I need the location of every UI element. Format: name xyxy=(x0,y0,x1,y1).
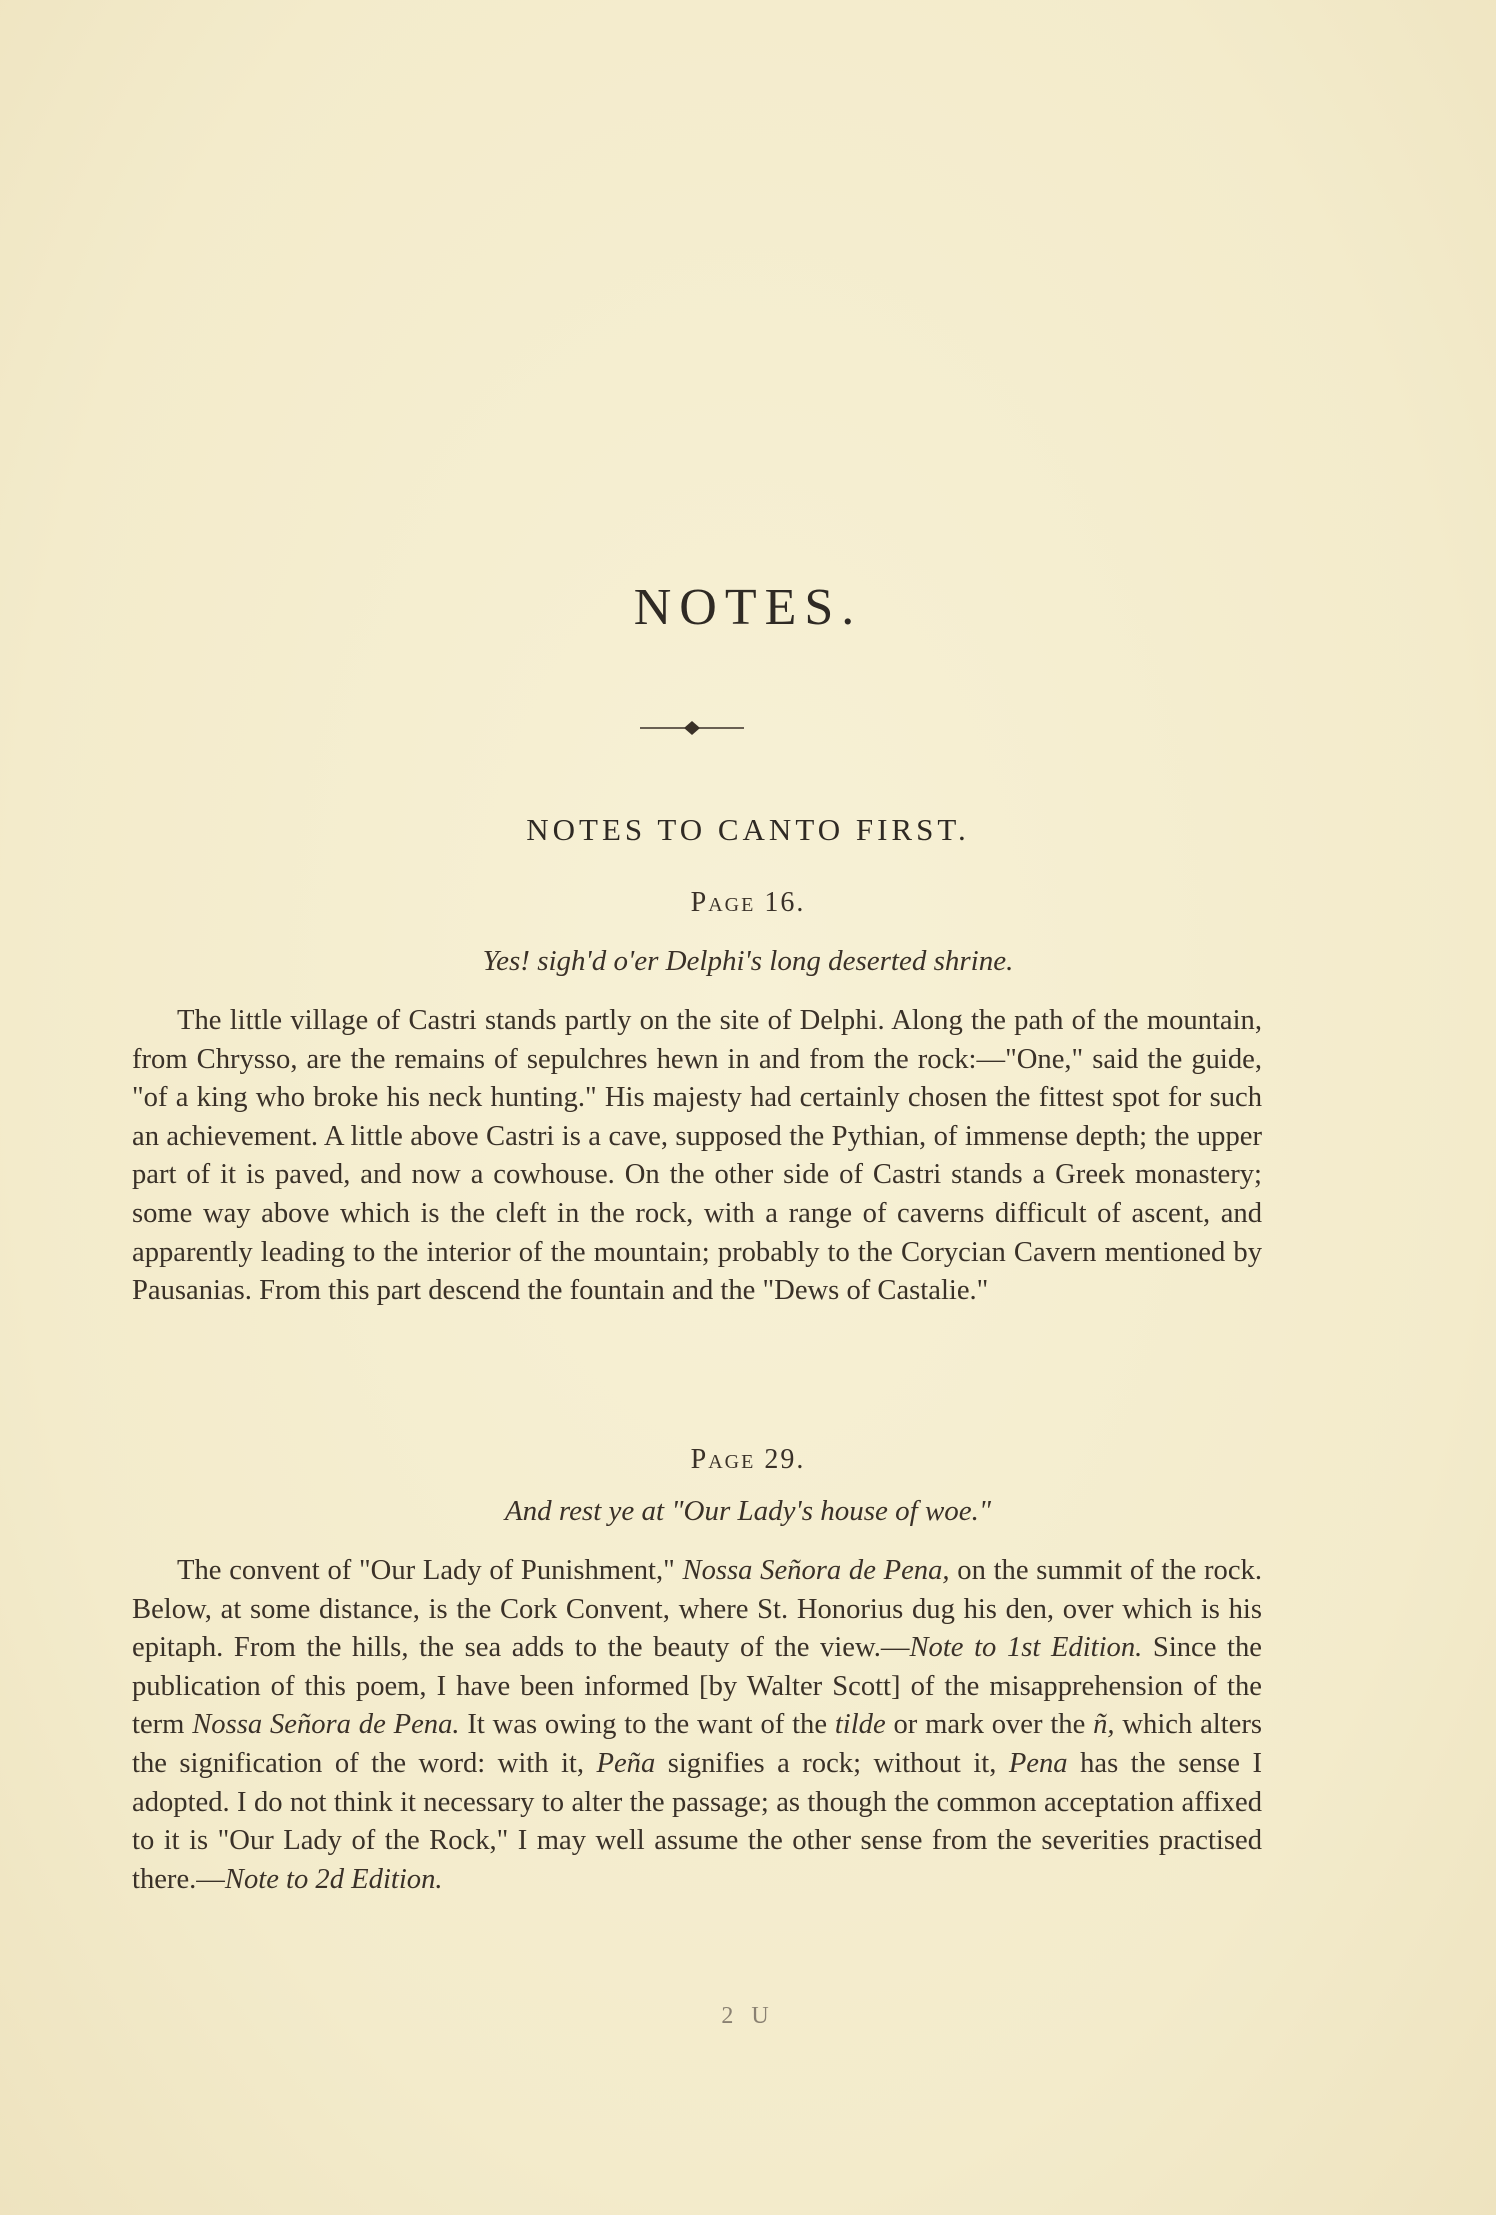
note-paragraph-convent xyxy=(132,1552,1262,1899)
signature-mark: 2 U xyxy=(721,2003,775,2029)
ornament-divider xyxy=(640,718,744,738)
notes-title: NOTES. xyxy=(633,579,863,636)
note-text-convent: The convent of "Our Lady of Punishment," Nossa Señora de Pena, on the summit of the rock. Below, at some distance, is the Cork Convent, where St. Honorius dug his den, over which is his epitaph. From the hills, the sea adds to the beauty of the view.—Note to 1st Edition. Since the publication of this poem, I have been informed [by Walter Scott] of the misapprehension of the term Nossa Señora de Pena. It was owing to the want of the tilde or mark over the ñ, which alters the signification of the word: with it, Peña signifies a rock; without it, Pena has the sense I adopted. I do not think it necessary to alter the passage; as though the common acceptation affixed to it is "Our Lady of the Rock," I may well assume the other sense from the severities practised there.—Note to 2d Edition. xyxy=(132,1555,1262,1895)
quote-lady-house: And rest ye at "Our Lady's house of woe." xyxy=(504,1495,992,1527)
canto-subtitle: NOTES TO CANTO FIRST. xyxy=(526,812,970,847)
quote-delphi: Yes! sigh'd o'er Delphi's long deserted shrine. xyxy=(482,945,1014,977)
note-text-delphi: The little village of Castri stands partly on the site of Delphi. Along the path of the mountain, from Chrysso, are the remains of sepulchres hewn in and from the rock:—"One," said the guide, "of a king who broke his neck hunting." His majesty had certainly chosen the fittest spot for such an achievement. A little above Castri is a cave, supposed the Pythian, of immense depth; the upper part of it is paved, and now a cowhouse. On the other side of Castri stands a Greek monastery; some way above which is the cleft in the rock, with a range of caverns difficult of ascent, and apparently leading to the interior of the mountain; probably to the Corycian Cavern mentioned by Pausanias. From this part descend the fountain and the "Dews of Castalie." xyxy=(132,1005,1262,1307)
page-reference-29: Page 29. xyxy=(690,1444,806,1475)
note-paragraph-delphi xyxy=(132,1002,1262,1311)
page-reference-16: Page 16. xyxy=(690,887,806,918)
